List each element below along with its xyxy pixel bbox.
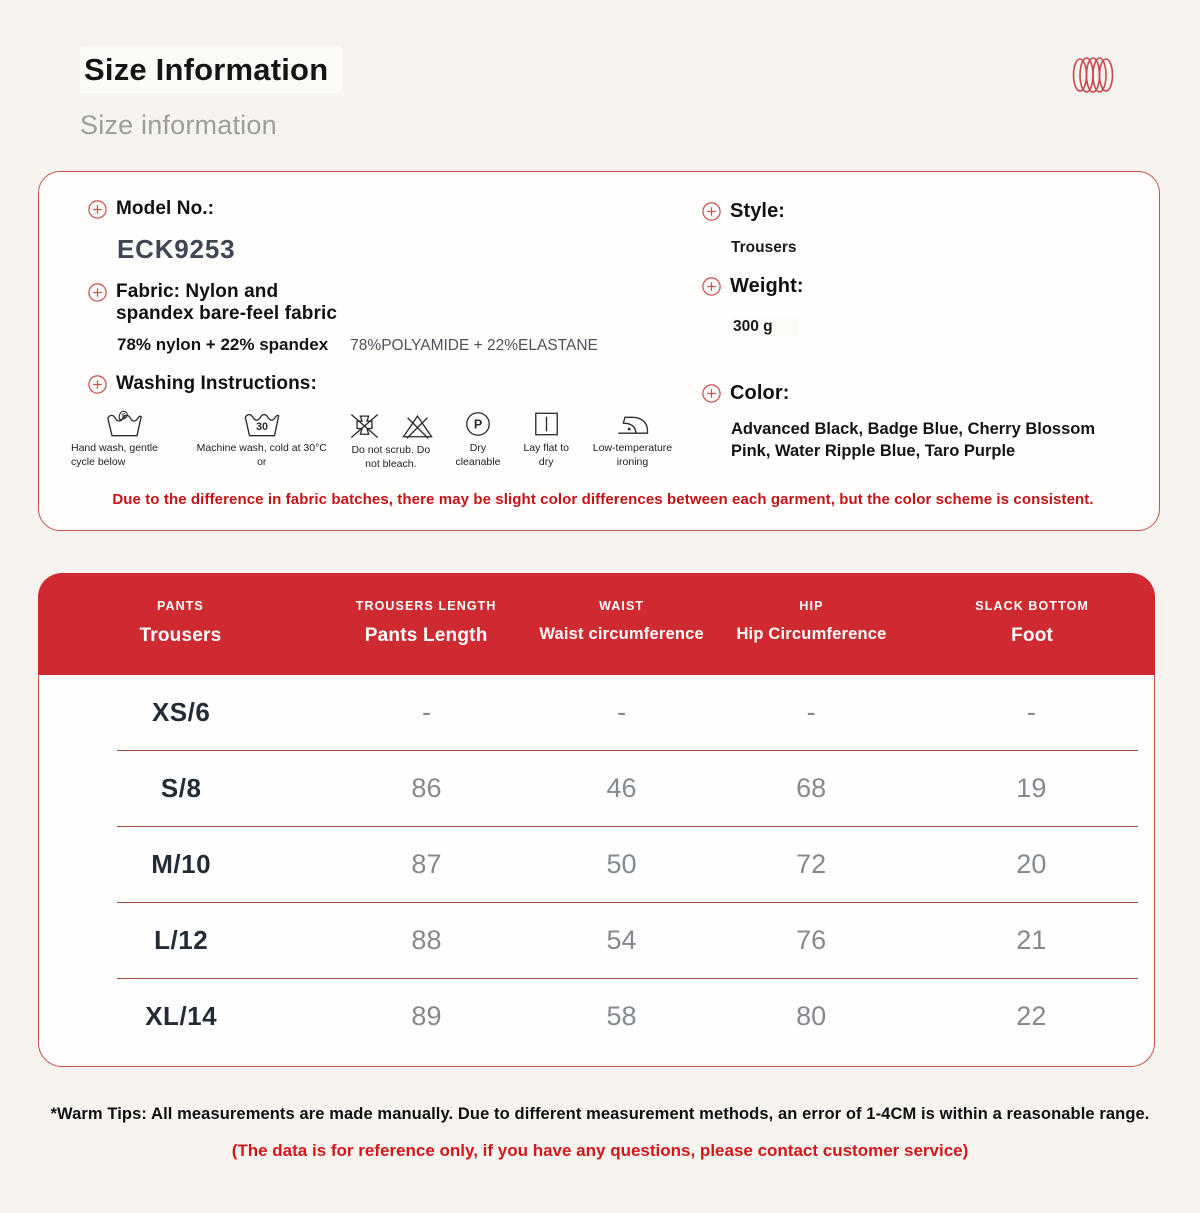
color-field bbox=[701, 382, 1119, 405]
hand-wash-icon bbox=[106, 409, 143, 439]
info-card-left-column bbox=[71, 198, 677, 471]
plus-circle-icon bbox=[87, 282, 108, 303]
plus-circle-icon bbox=[87, 199, 108, 220]
washing-label: Washing Instructions: bbox=[116, 373, 317, 395]
dry-clean-caption: Dry cleanable bbox=[455, 442, 501, 468]
page-title: Size Information bbox=[80, 52, 1120, 88]
wash-item-no-scrub-no-bleach bbox=[346, 409, 435, 471]
wash-item-hand-wash bbox=[71, 409, 177, 469]
do-not-bleach-icon bbox=[401, 411, 434, 441]
dry-cleanable-icon bbox=[463, 409, 493, 439]
column-header-trousers-length: TROUSERS LENGTH Pants Length bbox=[355, 599, 497, 647]
washing-field bbox=[87, 373, 677, 395]
wash-item-iron-low bbox=[588, 409, 677, 469]
style-label: Style: bbox=[730, 200, 786, 222]
product-info-card bbox=[38, 171, 1160, 531]
fabric-composition-alt: 78%POLYAMIDE + 22%ELASTANE bbox=[350, 337, 598, 355]
batch-color-note: Due to the difference in fabric batches, there may be slight color differences between each garment, but the color scheme is consistent. bbox=[112, 491, 1094, 509]
color-value: Advanced Black, Badge Blue, Cherry Blossom Pink, Water Ripple Blue, Taro Purple bbox=[731, 419, 1096, 460]
size-table-body bbox=[38, 675, 1155, 1067]
weight-label: Weight: bbox=[730, 275, 804, 298]
weight-field bbox=[701, 275, 1119, 298]
table-row-l: L/12 88 54 76 21 bbox=[154, 925, 1047, 956]
machine-wash-30-icon bbox=[240, 409, 284, 439]
page-header bbox=[0, 0, 1200, 141]
plus-circle-icon bbox=[701, 383, 722, 404]
lay-flat-to-dry-icon bbox=[530, 409, 563, 439]
fabric-label: Fabric: Nylon and spandex bare-feel fabric bbox=[116, 281, 337, 325]
style-field bbox=[701, 200, 1119, 223]
do-not-scrub-icon bbox=[348, 411, 381, 441]
wash-item-dry-clean bbox=[451, 409, 504, 469]
size-table bbox=[38, 573, 1155, 1067]
svg-text:30: 30 bbox=[255, 420, 268, 433]
no-scrub-no-bleach-caption: Do not scrub. Do not bleach. bbox=[351, 444, 431, 470]
table-row-xs: XS/6 - - - - bbox=[151, 697, 1036, 728]
page-subtitle: Size information bbox=[80, 110, 277, 140]
table-row-m: M/10 87 50 72 20 bbox=[151, 849, 1047, 880]
machine-wash-caption: Machine wash, cold at 30°C or bbox=[196, 442, 327, 468]
info-card-right-column bbox=[701, 198, 1119, 471]
column-header-pants: PANTS Trousers bbox=[139, 599, 222, 647]
low-temperature-ironing-icon bbox=[614, 409, 651, 439]
column-header-slack-bottom: SLACK BOTTOM Foot bbox=[975, 599, 1089, 647]
coil-logo-icon bbox=[1070, 50, 1122, 100]
reference-note-text: (The data is for reference only, if you have any questions, please contact customer service) bbox=[231, 1141, 969, 1161]
fabric-composition-primary: 78% nylon + 22% spandex bbox=[117, 335, 329, 355]
fabric-field bbox=[87, 281, 677, 325]
plus-circle-icon bbox=[701, 276, 722, 297]
weight-value: 300 g bbox=[731, 316, 799, 338]
warm-tips-text: *Warm Tips: All measurements are made manually. Due to different measurement methods, an error of 1-4CM is within a reasonable range. bbox=[50, 1105, 1150, 1124]
color-label: Color: bbox=[730, 382, 790, 405]
plus-circle-icon bbox=[701, 201, 722, 222]
model-field bbox=[87, 198, 677, 220]
model-label: Model No.: bbox=[116, 198, 215, 219]
iron-low-caption: Low-temperature ironing bbox=[592, 442, 673, 468]
table-row-s: S/8 86 46 68 19 bbox=[160, 773, 1047, 804]
page-footer bbox=[0, 1105, 1200, 1161]
column-header-waist: WAIST Waist circumference bbox=[539, 599, 704, 644]
plus-circle-icon bbox=[87, 374, 108, 395]
svg-text:P: P bbox=[473, 417, 483, 432]
washing-icons-row bbox=[71, 409, 677, 471]
hand-wash-caption: Hand wash, gentle cycle below bbox=[71, 442, 158, 468]
style-value: Trousers bbox=[731, 239, 797, 257]
table-row-xl: XL/14 89 58 80 22 bbox=[145, 1001, 1047, 1032]
wash-item-lay-flat bbox=[521, 409, 572, 469]
column-header-hip: HIP Hip Circumference bbox=[736, 599, 887, 644]
wash-item-machine-wash bbox=[193, 409, 330, 469]
lay-flat-caption: Lay flat to dry bbox=[523, 442, 569, 468]
size-table-header bbox=[38, 573, 1155, 675]
fabric-composition bbox=[117, 335, 677, 355]
model-value: ECK9253 bbox=[117, 234, 236, 265]
